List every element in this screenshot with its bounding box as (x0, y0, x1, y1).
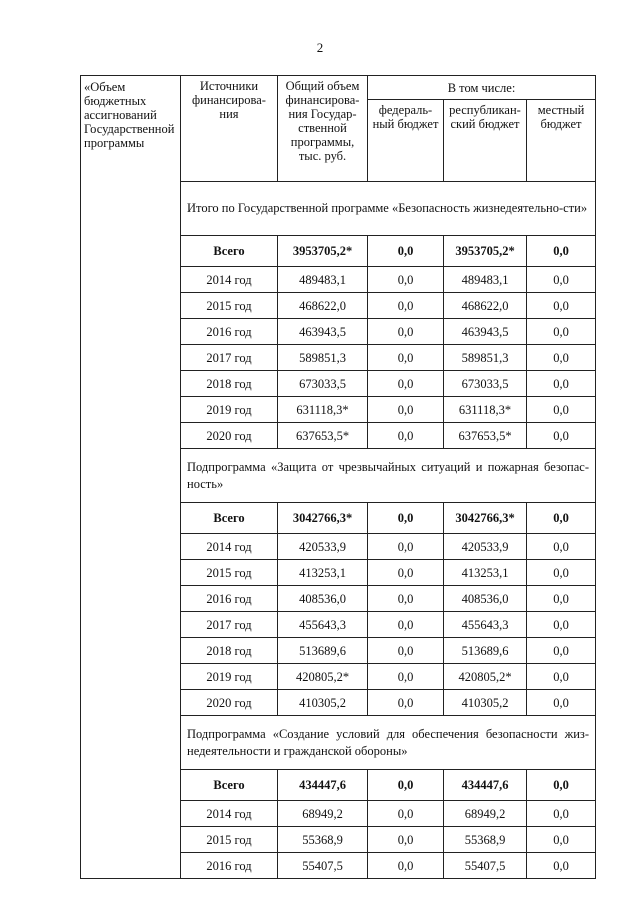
cell-local: 0,0 (527, 801, 596, 827)
cell-source: Всего (181, 770, 278, 801)
cell-federal: 0,0 (368, 371, 444, 397)
cell-republican: 68949,2 (444, 801, 527, 827)
cell-federal: 0,0 (368, 853, 444, 879)
cell-source: 2020 год (181, 690, 278, 716)
cell-republican: 673033,5 (444, 371, 527, 397)
row-label-cell (81, 76, 181, 879)
cell-local: 0,0 (527, 827, 596, 853)
cell-federal: 0,0 (368, 423, 444, 449)
cell-total: 434447,6 (278, 770, 368, 801)
table-body (81, 76, 596, 879)
cell-total: 468622,0 (278, 293, 368, 319)
cell-federal: 0,0 (368, 236, 444, 267)
cell-local: 0,0 (527, 319, 596, 345)
cell-republican: 434447,6 (444, 770, 527, 801)
cell-total: 631118,3* (278, 397, 368, 423)
page-number: 2 (316, 40, 324, 55)
cell-republican: 410305,2 (444, 690, 527, 716)
cell-source: 2015 год (181, 560, 278, 586)
section-title: Итого по Государственной программе «Безопасность жизнедеятельно-сти» (181, 182, 596, 236)
cell-federal: 0,0 (368, 319, 444, 345)
cell-local: 0,0 (527, 560, 596, 586)
cell-source: 2019 год (181, 397, 278, 423)
cell-source: 2018 год (181, 638, 278, 664)
cell-federal: 0,0 (368, 801, 444, 827)
cell-local: 0,0 (527, 612, 596, 638)
cell-local: 0,0 (527, 638, 596, 664)
cell-federal: 0,0 (368, 503, 444, 534)
cell-republican: 55368,9 (444, 827, 527, 853)
cell-local: 0,0 (527, 770, 596, 801)
cell-total: 408536,0 (278, 586, 368, 612)
cell-republican: 455643,3 (444, 612, 527, 638)
cell-total: 68949,2 (278, 801, 368, 827)
cell-republican: 631118,3* (444, 397, 527, 423)
cell-total: 637653,5* (278, 423, 368, 449)
cell-source: 2015 год (181, 293, 278, 319)
cell-source: 2016 год (181, 853, 278, 879)
cell-federal: 0,0 (368, 586, 444, 612)
cell-republican: 489483,1 (444, 267, 527, 293)
cell-federal: 0,0 (368, 397, 444, 423)
cell-source: 2019 год (181, 664, 278, 690)
header-row (81, 76, 596, 100)
cell-federal: 0,0 (368, 690, 444, 716)
cell-source: 2016 год (181, 586, 278, 612)
cell-local: 0,0 (527, 853, 596, 879)
cell-local: 0,0 (527, 534, 596, 560)
cell-source: 2017 год (181, 345, 278, 371)
cell-federal: 0,0 (368, 827, 444, 853)
cell-local: 0,0 (527, 664, 596, 690)
cell-source: 2018 год (181, 371, 278, 397)
cell-source: 2014 год (181, 801, 278, 827)
section-title: Подпрограмма «Создание условий для обеспечения безопасности жиз-недеятельности и гражданской обороны» (181, 716, 596, 770)
cell-republican: 413253,1 (444, 560, 527, 586)
cell-republican: 637653,5* (444, 423, 527, 449)
cell-federal: 0,0 (368, 267, 444, 293)
cell-federal: 0,0 (368, 664, 444, 690)
cell-total: 410305,2 (278, 690, 368, 716)
section-title: Подпрограмма «Защита от чрезвычайных ситуаций и пожарная безопас-ность» (181, 449, 596, 503)
header-including: В том числе: (368, 76, 596, 100)
cell-federal: 0,0 (368, 560, 444, 586)
cell-federal: 0,0 (368, 293, 444, 319)
cell-total: 420805,2* (278, 664, 368, 690)
cell-local: 0,0 (527, 371, 596, 397)
cell-federal: 0,0 (368, 534, 444, 560)
cell-local: 0,0 (527, 397, 596, 423)
cell-source: 2014 год (181, 534, 278, 560)
cell-republican: 513689,6 (444, 638, 527, 664)
cell-total: 55368,9 (278, 827, 368, 853)
cell-republican: 420533,9 (444, 534, 527, 560)
cell-federal: 0,0 (368, 770, 444, 801)
cell-total: 413253,1 (278, 560, 368, 586)
cell-republican: 468622,0 (444, 293, 527, 319)
cell-republican: 420805,2* (444, 664, 527, 690)
cell-total: 463943,5 (278, 319, 368, 345)
cell-total: 455643,3 (278, 612, 368, 638)
header-federal: федераль-ный бюджет (368, 100, 444, 182)
cell-source: 2017 год (181, 612, 278, 638)
cell-local: 0,0 (527, 267, 596, 293)
cell-source: 2020 год (181, 423, 278, 449)
cell-local: 0,0 (527, 503, 596, 534)
cell-local: 0,0 (527, 236, 596, 267)
cell-source: 2014 год (181, 267, 278, 293)
cell-source: Всего (181, 236, 278, 267)
cell-source: 2015 год (181, 827, 278, 853)
row-label: «Объем бюджетных ассигнований Государственной программы (84, 80, 175, 150)
cell-total: 489483,1 (278, 267, 368, 293)
cell-total: 589851,3 (278, 345, 368, 371)
cell-total: 3042766,3* (278, 503, 368, 534)
cell-total: 3953705,2* (278, 236, 368, 267)
header-sources: Источники финансирова-ния (181, 76, 278, 182)
cell-federal: 0,0 (368, 612, 444, 638)
cell-local: 0,0 (527, 345, 596, 371)
cell-total: 55407,5 (278, 853, 368, 879)
cell-republican: 408536,0 (444, 586, 527, 612)
cell-source: 2016 год (181, 319, 278, 345)
header-republican: республикан-ский бюджет (444, 100, 527, 182)
budget-allocation-table (80, 75, 596, 879)
cell-local: 0,0 (527, 423, 596, 449)
cell-republican: 3042766,3* (444, 503, 527, 534)
cell-republican: 589851,3 (444, 345, 527, 371)
cell-federal: 0,0 (368, 638, 444, 664)
header-total-volume: Общий объем финансирова-ния Государ-ственной программы, тыс. руб. (278, 76, 368, 182)
cell-local: 0,0 (527, 586, 596, 612)
cell-republican: 3953705,2* (444, 236, 527, 267)
cell-local: 0,0 (527, 690, 596, 716)
cell-total: 513689,6 (278, 638, 368, 664)
cell-source: Всего (181, 503, 278, 534)
cell-federal: 0,0 (368, 345, 444, 371)
cell-local: 0,0 (527, 293, 596, 319)
header-local: местный бюджет (527, 100, 596, 182)
cell-total: 673033,5 (278, 371, 368, 397)
cell-republican: 55407,5 (444, 853, 527, 879)
cell-republican: 463943,5 (444, 319, 527, 345)
cell-total: 420533,9 (278, 534, 368, 560)
